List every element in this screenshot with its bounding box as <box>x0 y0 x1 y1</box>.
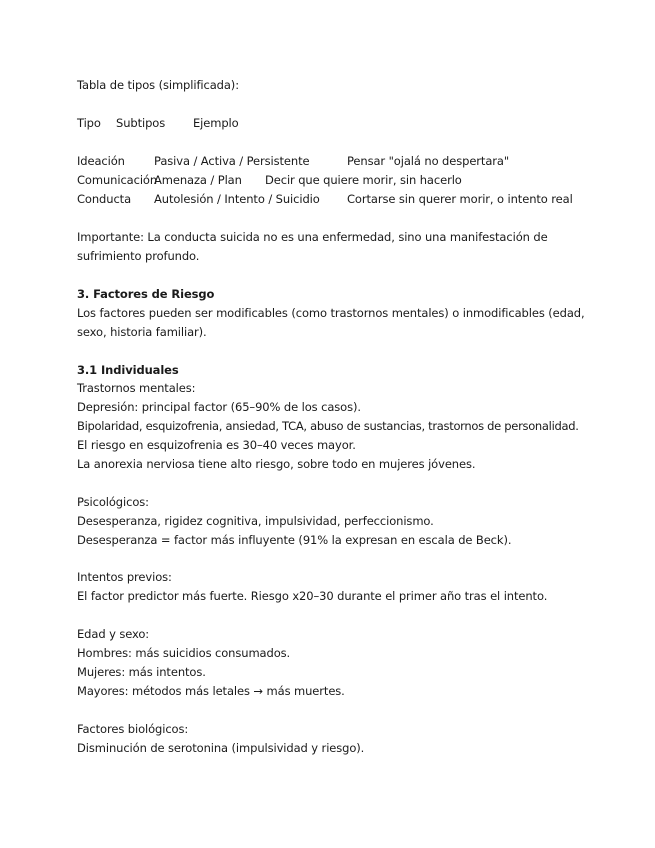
table-cell-subtipos: Pasiva / Activa / Persistente <box>154 154 310 168</box>
paragraph-line: El factor predictor más fuerte. Riesgo x20–30 durante el primer año tras el intento. <box>77 589 548 603</box>
table-header-ejemplo: Ejemplo <box>193 116 239 130</box>
paragraph-line: El riesgo en esquizofrenia es 30–40 veces mayor. <box>77 438 356 452</box>
table-cell-tipo: Comunicación <box>77 173 158 187</box>
subheading-previous: Intentos previos: <box>77 570 172 584</box>
table-cell-subtipos: Amenaza / Plan <box>154 173 242 187</box>
paragraph-line: Mayores: métodos más letales → más muertes. <box>77 684 345 698</box>
table-cell-ejemplo: Decir que quiere morir, sin hacerlo <box>265 173 462 187</box>
paragraph-line: Hombres: más suicidios consumados. <box>77 646 291 660</box>
subheading-mental: Trastornos mentales: <box>77 381 196 395</box>
table-cell-tipo: Ideación <box>77 154 125 168</box>
table-row <box>77 192 597 207</box>
table-row <box>77 173 597 188</box>
table-header-tipo: Tipo <box>77 116 101 130</box>
paragraph-line: Desesperanza = factor más influyente (91% la expresan en escala de Beck). <box>77 533 512 547</box>
table-header-row <box>77 116 577 131</box>
section-heading-3-1: 3.1 Individuales <box>77 363 179 377</box>
table-cell-ejemplo: Cortarse sin querer morir, o intento real <box>347 192 573 206</box>
paragraph-line: Mujeres: más intentos. <box>77 665 206 679</box>
table-title: Tabla de tipos (simplificada): <box>77 78 239 92</box>
subheading-agesex: Edad y sexo: <box>77 627 150 641</box>
important-note-line: Importante: La conducta suicida no es una enfermedad, sino una manifestación de <box>77 230 548 244</box>
paragraph-line: Depresión: principal factor (65–90% de los casos). <box>77 400 361 414</box>
paragraph-line: La anorexia nerviosa tiene alto riesgo, sobre todo en mujeres jóvenes. <box>77 457 476 471</box>
paragraph-line: Desesperanza, rigidez cognitiva, impulsividad, perfeccionismo. <box>77 514 434 528</box>
table-header-subtipos: Subtipos <box>116 116 166 130</box>
paragraph-line: Los factores pueden ser modificables (como trastornos mentales) o inmodificables (edad, <box>77 306 585 320</box>
paragraph-line: sexo, historia familiar). <box>77 325 207 339</box>
table-cell-ejemplo: Pensar "ojalá no despertara" <box>347 154 510 168</box>
subheading-psych: Psicológicos: <box>77 495 149 509</box>
paragraph-line: Disminución de serotonina (impulsividad y riesgo). <box>77 741 365 755</box>
subheading-bio: Factores biológicos: <box>77 722 189 736</box>
section-heading-3: 3. Factores de Riesgo <box>77 287 215 301</box>
table-cell-tipo: Conducta <box>77 192 132 206</box>
paragraph-line: Bipolaridad, esquizofrenia, ansiedad, TCA, abuso de sustancias, trastornos de personalidad. <box>77 419 579 433</box>
important-note-line: sufrimiento profundo. <box>77 249 200 263</box>
table-cell-subtipos: Autolesión / Intento / Suicidio <box>154 192 320 206</box>
table-row <box>77 154 597 169</box>
